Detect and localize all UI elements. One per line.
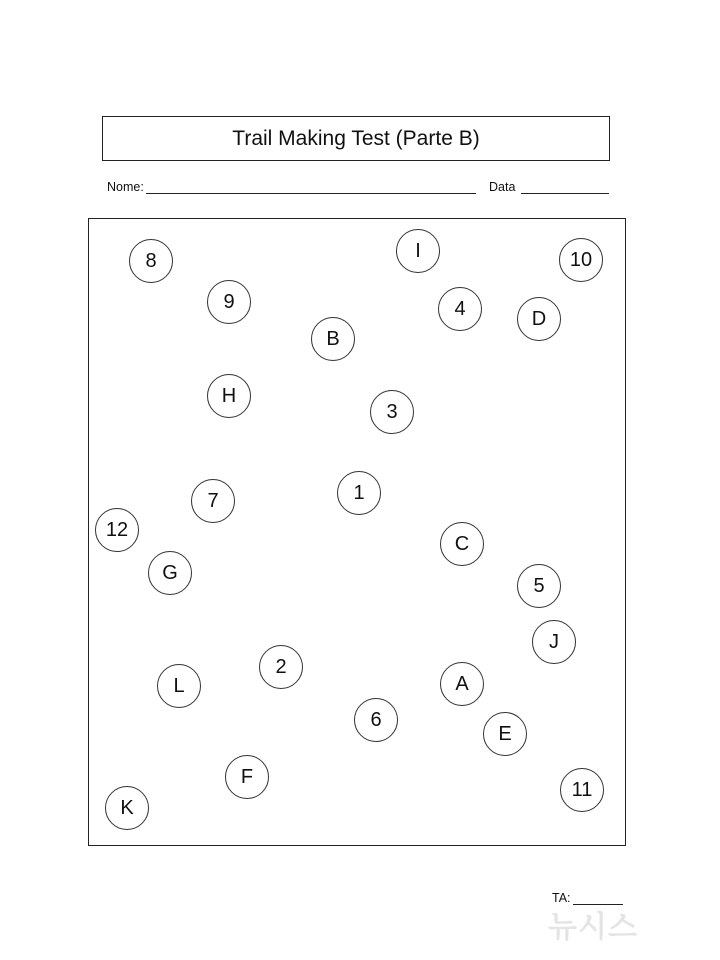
test-area xyxy=(88,218,626,846)
trail-circle[interactable]: J xyxy=(532,620,576,664)
trail-circle[interactable]: C xyxy=(440,522,484,566)
trail-circle[interactable]: H xyxy=(207,374,251,418)
watermark-logo: 뉴시스 xyxy=(548,911,638,944)
trail-circle[interactable]: 4 xyxy=(438,287,482,331)
trail-circle[interactable]: 5 xyxy=(517,564,561,608)
trail-circle[interactable]: E xyxy=(483,712,527,756)
data-field xyxy=(489,180,609,194)
nome-field xyxy=(107,180,476,194)
trail-circle[interactable]: 9 xyxy=(207,280,251,324)
trail-circle[interactable]: L xyxy=(157,664,201,708)
nome-line[interactable] xyxy=(146,181,476,194)
trail-circle[interactable]: 10 xyxy=(559,238,603,282)
data-label: Data xyxy=(489,180,516,194)
page-title-text: Trail Making Test (Parte B) xyxy=(232,126,480,150)
trail-circle[interactable]: B xyxy=(311,317,355,361)
trail-circle[interactable]: 6 xyxy=(354,698,398,742)
trail-circle[interactable]: 2 xyxy=(259,645,303,689)
trail-circle[interactable]: 8 xyxy=(129,239,173,283)
trail-circle[interactable]: G xyxy=(148,551,192,595)
trail-circle[interactable]: A xyxy=(440,662,484,706)
trail-circle[interactable]: 12 xyxy=(95,508,139,552)
trail-circle[interactable]: F xyxy=(225,755,269,799)
trail-circle[interactable]: 1 xyxy=(337,471,381,515)
trail-circle[interactable]: 3 xyxy=(370,390,414,434)
page-title xyxy=(102,116,610,161)
trail-circle[interactable]: D xyxy=(517,297,561,341)
nome-label: Nome: xyxy=(107,180,144,194)
trail-circle[interactable]: 11 xyxy=(560,768,604,812)
trail-circle[interactable]: I xyxy=(396,229,440,273)
trail-circle[interactable]: 7 xyxy=(191,479,235,523)
ta-label: TA: xyxy=(552,891,571,905)
data-line[interactable] xyxy=(521,181,609,194)
trail-circle[interactable]: K xyxy=(105,786,149,830)
